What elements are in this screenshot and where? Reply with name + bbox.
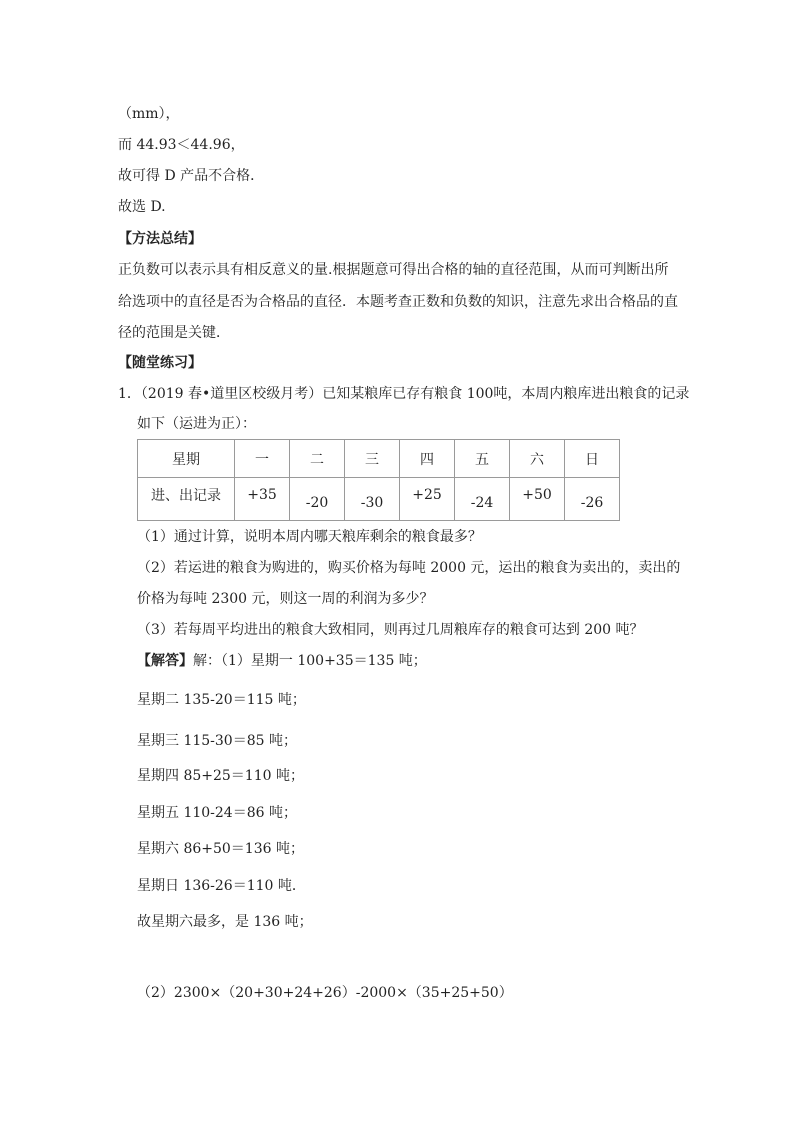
step-saturday: 星期六 86+50＝136 吨； xyxy=(137,841,304,857)
step-friday: 星期五 110-24＝86 吨； xyxy=(137,805,297,821)
sub-question-2-line-1: （2）若运进的粮食为购进的，购买价格为每吨 2000 元，运出的粮食为卖出的，卖出的 xyxy=(137,560,681,576)
question-1-line-1: 1．（2019 春•道里区校级月考）已知某粮库已存有粮食 100吨，本周内粮库进出粮食的记录 xyxy=(118,386,690,402)
table-cell: -24 xyxy=(455,478,510,521)
table-header-cell: 五 xyxy=(455,440,510,478)
table-cell: +35 xyxy=(235,478,290,521)
question-1-line-2: 如下（运进为正）： xyxy=(137,416,256,432)
table-cell: -26 xyxy=(565,478,620,521)
table-cell: +50 xyxy=(510,478,565,521)
method-summary-title: 【方法总结】 xyxy=(118,231,202,247)
step-thursday: 星期四 85+25＝110 吨； xyxy=(137,768,304,784)
comparison-text: 而 44.93＜44.96， xyxy=(118,137,245,153)
method-summary-line-2: 给选项中的直径是否为合格品的直径．本题考查正数和负数的知识，注意先求出合格品的直 xyxy=(118,294,678,310)
step-sunday: 星期日 136-26＝110 吨． xyxy=(137,878,306,894)
table-cell: +25 xyxy=(400,478,455,521)
table-row-label: 进、出记录 xyxy=(138,478,235,521)
answer-first-line xyxy=(137,651,427,671)
unit-text: （mm）， xyxy=(118,106,180,122)
step-conclusion: 故星期六最多，是 136 吨； xyxy=(137,914,313,930)
table-header-cell: 六 xyxy=(510,440,565,478)
answer-tag: 【解答】 xyxy=(137,653,193,669)
sub-question-3: （3）若每周平均进出的粮食大致相同，则再过几周粮库存的粮食可达到 200 吨？ xyxy=(137,622,644,638)
table-header-cell: 一 xyxy=(235,440,290,478)
answer-text: 解：（1）星期一 100+35＝135 吨； xyxy=(193,653,427,669)
sub-question-2-line-2: 价格为每吨 2300 元，则这一周的利润为多少？ xyxy=(137,591,434,607)
table-header-cell: 二 xyxy=(290,440,345,478)
answer-choice-text: 故选 D. xyxy=(118,199,166,215)
method-summary-line-3: 径的范围是关键． xyxy=(118,325,230,341)
table-header-cell: 四 xyxy=(400,440,455,478)
step-wednesday: 星期三 115-30＝85 吨； xyxy=(137,733,297,749)
conclusion-text: 故可得 D 产品不合格． xyxy=(118,168,265,184)
table-header-cell: 三 xyxy=(345,440,400,478)
table-row xyxy=(138,478,620,521)
method-summary-line-1: 正负数可以表示具有相反意义的量.根据题意可得出合格的轴的直径范围，从而可判断出所 xyxy=(118,262,669,278)
step-tuesday: 星期二 135-20＝115 吨； xyxy=(137,692,306,708)
step-profit-formula: （2）2300×（20+30+24+26）-2000×（35+25+50） xyxy=(137,985,513,1001)
table-cell: -20 xyxy=(290,478,345,521)
table-header-cell: 日 xyxy=(565,440,620,478)
table-header-cell: 星期 xyxy=(138,440,235,478)
table-cell: -30 xyxy=(345,478,400,521)
grain-record-table xyxy=(137,439,620,521)
sub-question-1: （1）通过计算，说明本周内哪天粮库剩余的粮食最多？ xyxy=(137,529,482,545)
practice-title: 【随堂练习】 xyxy=(118,355,202,371)
table-header-row xyxy=(138,440,620,478)
